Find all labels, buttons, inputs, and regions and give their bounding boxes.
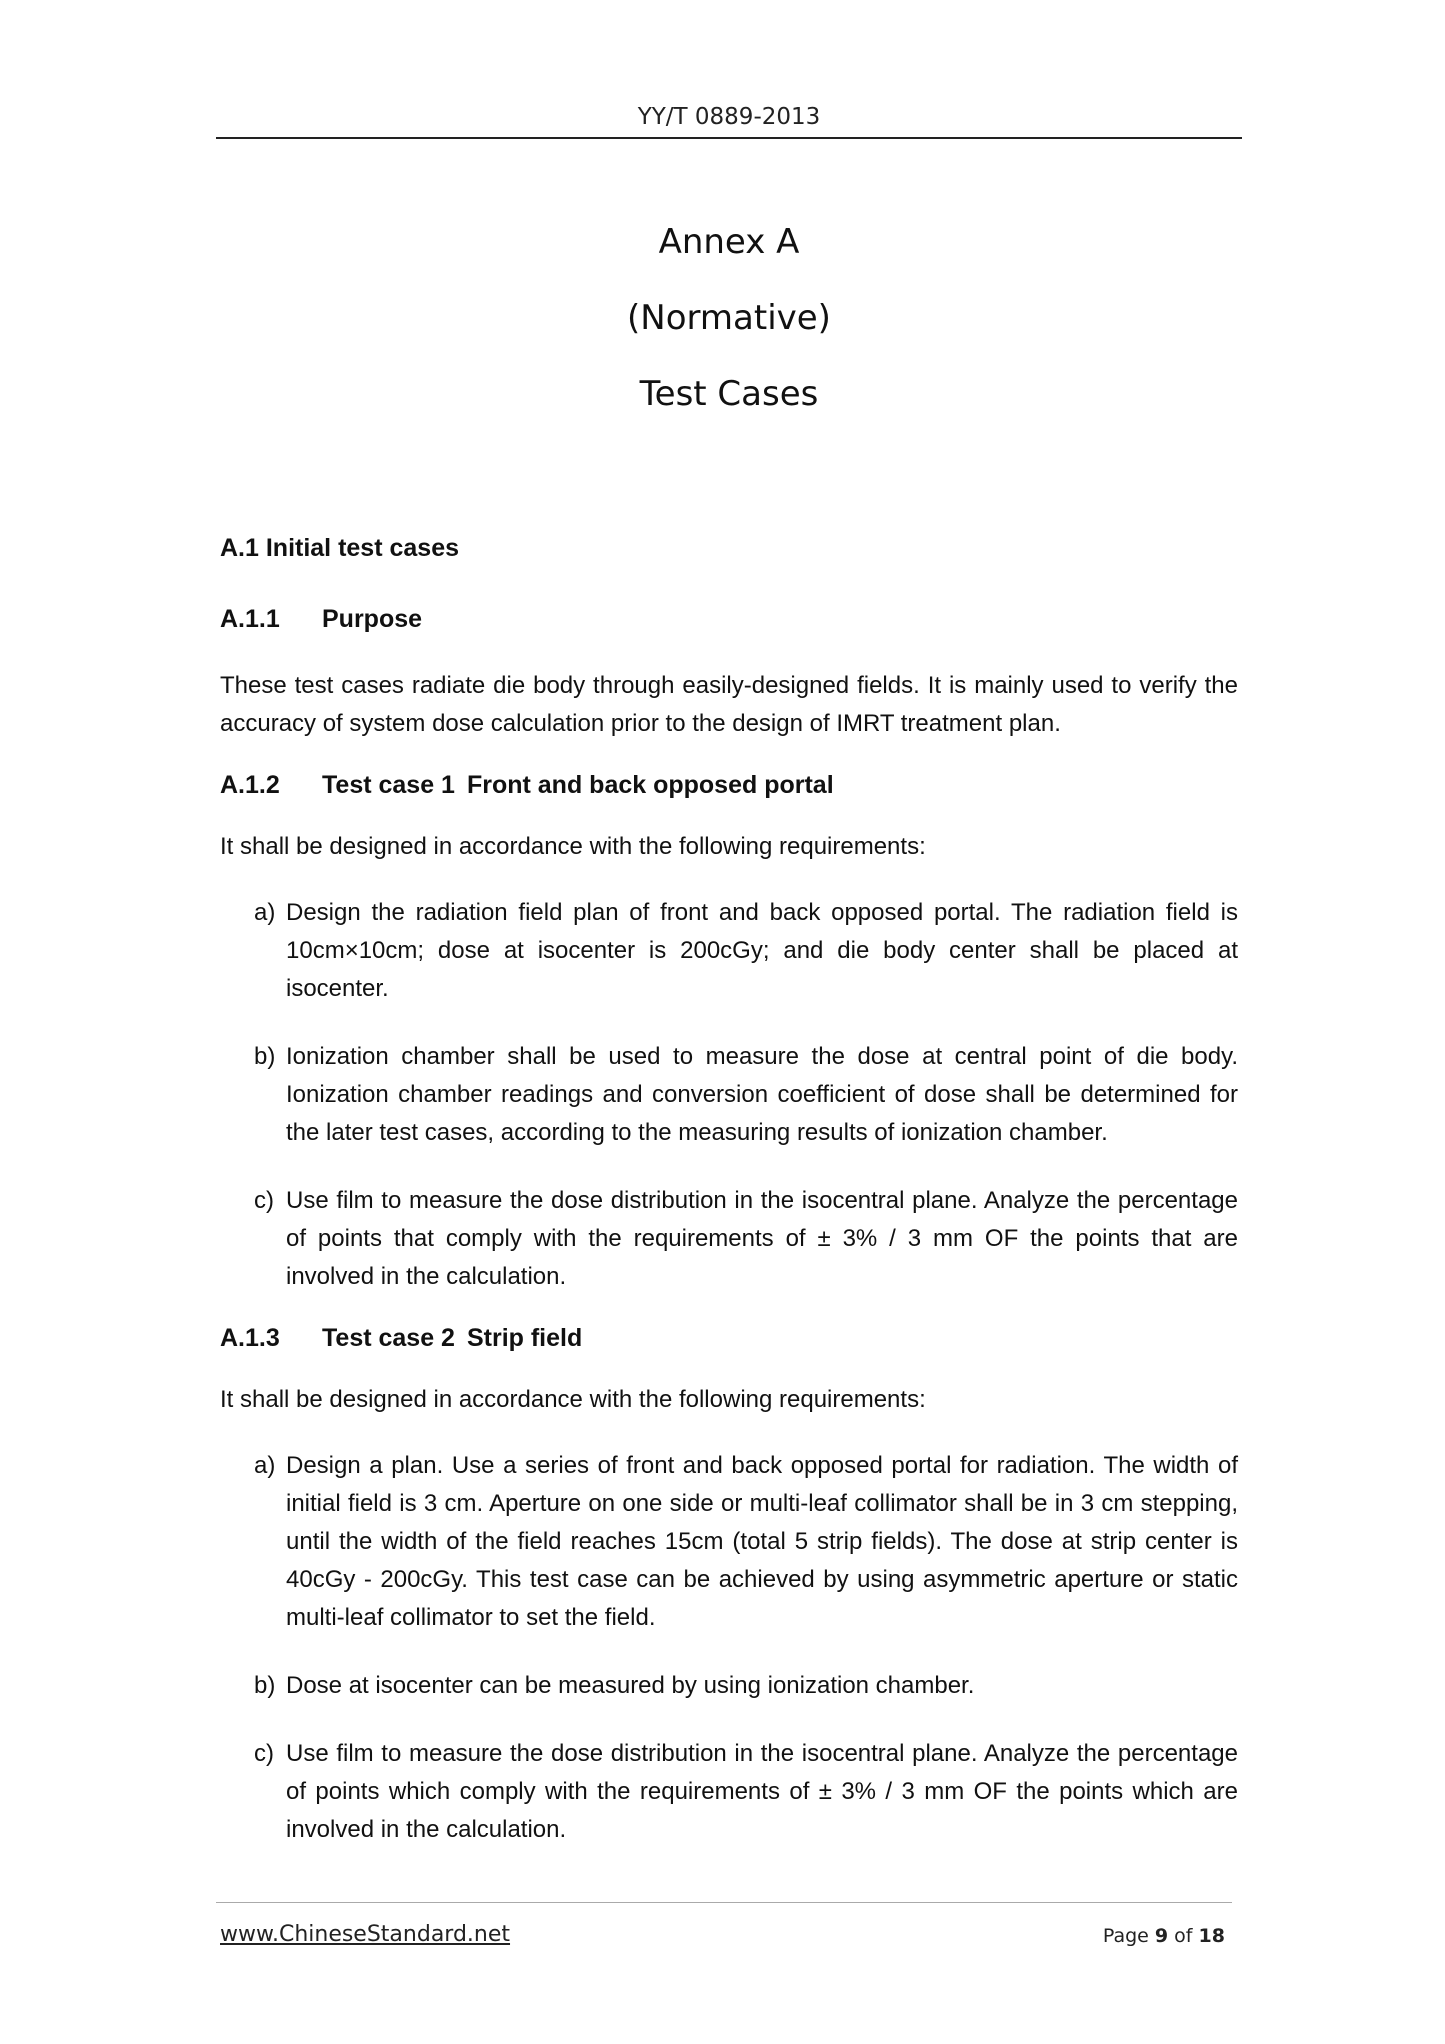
page-word: Page: [1102, 1925, 1149, 1947]
annex-subtitle: Test Cases: [639, 374, 819, 414]
section-a1-heading: A.1 Initial test cases: [220, 534, 460, 562]
list-item: [220, 1182, 1238, 1296]
section-a13-number: A.1.3: [220, 1324, 280, 1352]
annex-normative: (Normative): [627, 298, 831, 338]
section-a13-intro: It shall be designed in accordance with the following requirements:: [220, 1386, 926, 1413]
page-of: of: [1174, 1925, 1193, 1947]
section-a13-label: Test case 2: [322, 1324, 455, 1352]
page-current: 9: [1154, 1925, 1169, 1947]
list-text: Design the radiation field plan of front and back opposed portal. The radiation field is 10cm×10cm; dose at isocenter is 200cGy; and die body center shall be placed at isocenter.: [286, 899, 1238, 1002]
section-a13-heading: [220, 1324, 1238, 1353]
list-marker: b): [254, 1672, 276, 1699]
content: [220, 534, 1238, 1849]
list-text: Dose at isocenter can be measured by using ionization chamber.: [286, 1672, 975, 1699]
section-a12-title: Front and back opposed portal: [466, 771, 834, 799]
footer-page-number: [1103, 1925, 1225, 1947]
list-item: [220, 1667, 1238, 1705]
list-marker: c): [254, 1740, 274, 1767]
section-a11-body: These test cases radiate die body through easily-designed fields. It is mainly used to verify the accuracy of system dose calculation prior to the design of IMRT treatment plan.: [220, 672, 1238, 737]
list-item: [220, 1447, 1238, 1637]
section-a12-intro: It shall be designed in accordance with the following requirements:: [220, 833, 926, 860]
footer-rule: [216, 1902, 1232, 1903]
header-doc-code: YY/T 0889-2013: [637, 104, 821, 130]
section-a11-number: A.1.1: [220, 605, 280, 633]
list-marker: a): [254, 899, 276, 926]
footer-site-link[interactable]: www.ChineseStandard.net: [220, 1922, 511, 1947]
list-text: Use film to measure the dose distribution in the isocentral plane. Analyze the percentage of points that comply with the requirements of ± 3% / 3 mm OF the points that are involved in the calculation.: [286, 1187, 1238, 1290]
list-marker: c): [254, 1187, 274, 1214]
header-rule: [216, 137, 1242, 139]
list-text: Design a plan. Use a series of front and back opposed portal for radiation. The width of initial field is 3 cm. Aperture on one side or multi-leaf collimator shall be in 3 cm stepping, until the width of the field reaches 15cm (total 5 strip fields). The dose at strip center is 40cGy - 200cGy. This test case can be achieved by using asymmetric aperture or static multi-leaf collimator to set the field.: [286, 1452, 1238, 1631]
annex-title: Annex A: [658, 222, 800, 262]
list-item: [220, 894, 1238, 1008]
section-a11-heading: [220, 605, 1238, 634]
page-total: 18: [1198, 1925, 1225, 1947]
list-item: [220, 1038, 1238, 1152]
list-text: Use film to measure the dose distribution in the isocentral plane. Analyze the percentage of points which comply with the requirements of ± 3% / 3 mm OF the points which are involved in the calculation.: [286, 1740, 1238, 1843]
list-item: [220, 1735, 1238, 1849]
section-a12-heading: [220, 771, 1238, 800]
section-a13-title: Strip field: [466, 1324, 583, 1352]
list-text: Ionization chamber shall be used to measure the dose at central point of die body. Ionization chamber readings and conversion coefficient of dose shall be determined for the later test cases, according to the measuring results of ionization chamber.: [286, 1043, 1238, 1146]
section-a12-number: A.1.2: [220, 771, 280, 799]
section-a12-label: Test case 1: [322, 771, 455, 799]
list-marker: a): [254, 1452, 276, 1479]
list-marker: b): [254, 1043, 276, 1070]
section-a11-title: Purpose: [322, 605, 423, 633]
